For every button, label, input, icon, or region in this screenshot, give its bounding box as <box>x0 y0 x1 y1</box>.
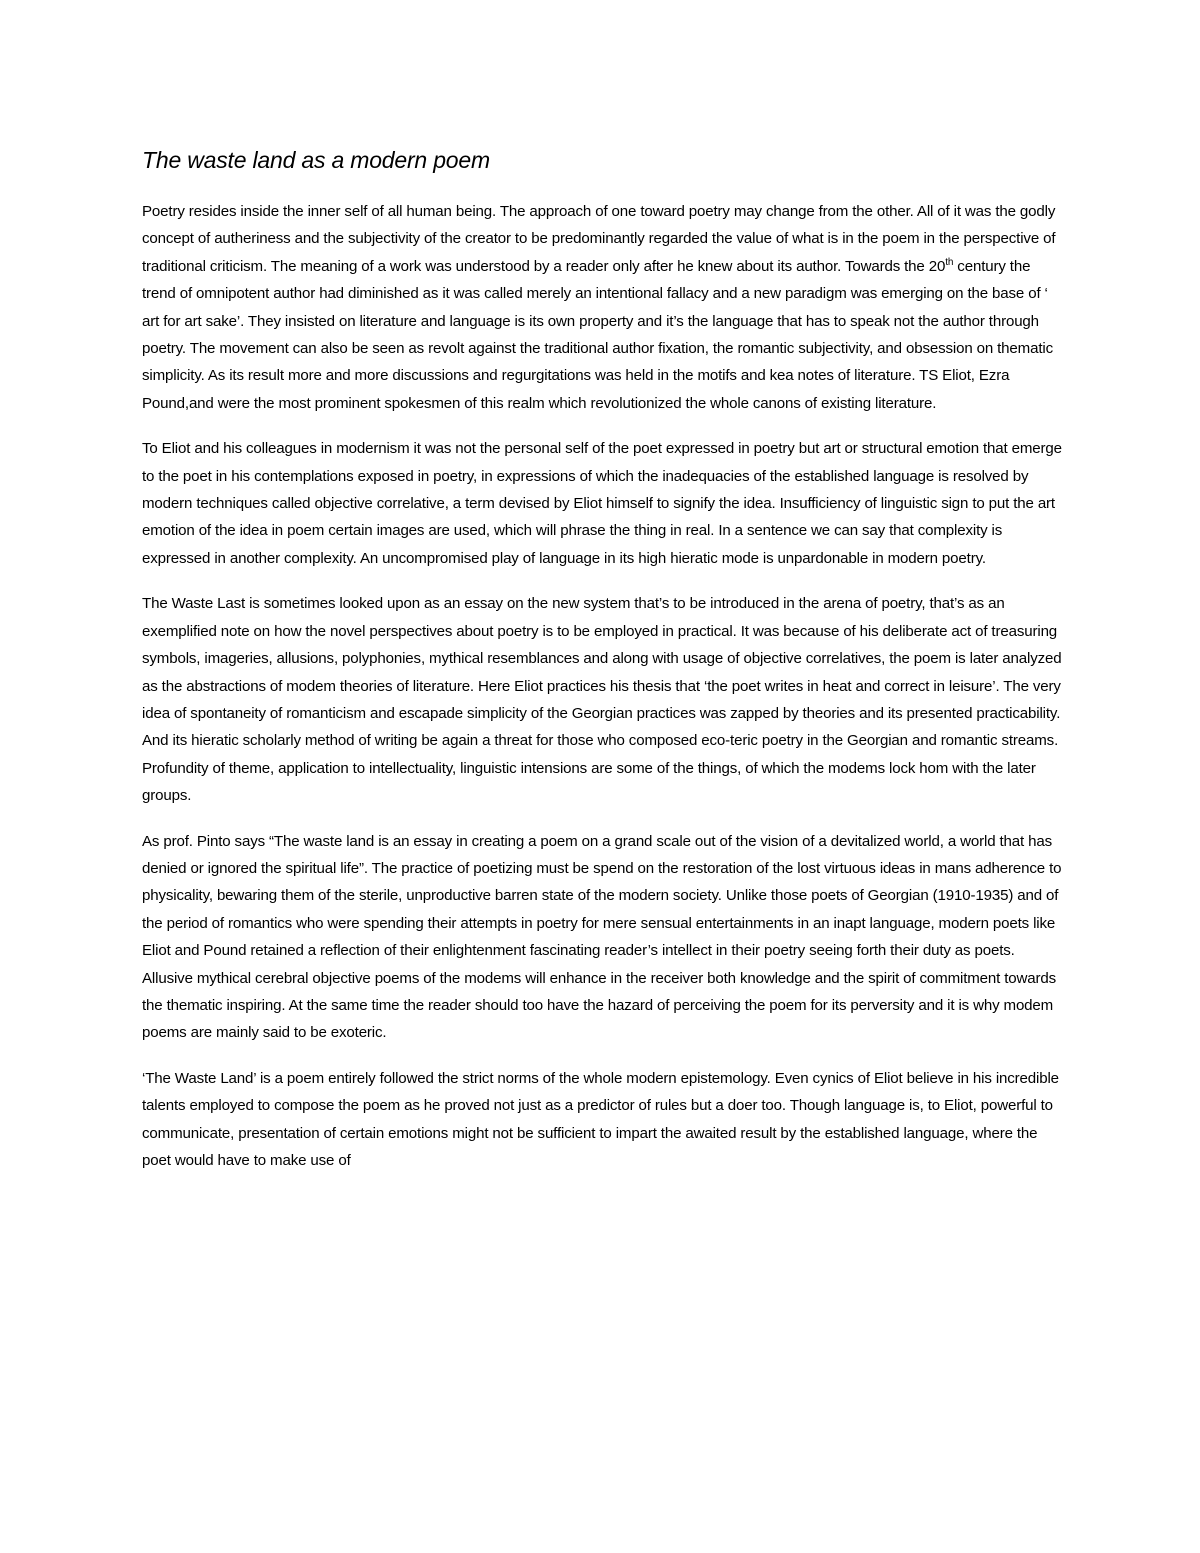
paragraph-text: century the trend of omnipotent author had diminished as it was called merely an intentional fallacy and a new paradigm was emerging on the base of ‘ art for art sake’. They insisted on literature and language is its own property and it’s the language that has to speak not the author through poetry. The movement can also be seen as revolt against the traditional author fixation, the romantic subjectivity, and obsession on thematic simplicity. As its result more and more discussions and regurgitations was held in the motifs and kea notes of literature. TS Eliot, Ezra Pound,and were the most prominent spokesmen of this realm which revolutionized the whole canons of existing literature. <box>142 257 1053 412</box>
paragraph: ‘The Waste Land’ is a poem entirely followed the strict norms of the whole modern epistemology. Even cynics of Eliot believe in his incredible talents employed to compose the poem as he proved not just as a predictor of rules but a doer too. Though language is, to Eliot, powerful to communicate, presentation of certain emotions might not be sufficient to impart the awaited result by the established language, where the poet would have to make use of <box>142 1069 1059 1169</box>
document-title: The waste land as a modern poem <box>142 147 490 173</box>
paragraph: As prof. Pinto says “The waste land is an essay in creating a poem on a grand scale out of the vision of a devitalized world, a world that has denied or ignored the spiritual life”. The practice of poetizing must be spend on the restoration of the lost virtuous ideas in mans adherence to physicality, bewaring them of the sterile, unproductive barren state of the modern society. Unlike those poets of Georgian (1910-1935) and of the period of romantics who were spending their attempts in poetry for mere sensual entertainments in an inapt language, modern poets like Eliot and Pound retained a reflection of their enlightenment fascinating reader’s intellect in their poetry seeing forth their duty as poets. Allusive mythical cerebral objective poems of the modems will enhance in the receiver both knowledge and the spirit of commitment towards the thematic inspiring. At the same time the reader should too have the hazard of perceiving the poem for its perversity and it is why modem poems are mainly said to be exoteric. <box>142 832 1062 1042</box>
paragraph: To Eliot and his colleagues in modernism it was not the personal self of the poet expressed in poetry but art or structural emotion that emerge to the poet in his contemplations exposed in poetry, in expressions of which the inadequacies of the established language is resolved by modern techniques called objective correlative, a term devised by Eliot himself to signify the idea. Insufficiency of linguistic sign to put the art emotion of the idea in poem certain images are used, which will phrase the thing in real. In a sentence we can say that complexity is expressed in another complexity. An uncompromised play of language in its high hieratic mode is unpardonable in modern poetry. <box>142 440 1062 567</box>
ordinal-superscript: th <box>945 256 954 268</box>
paragraph-text: Poetry resides inside the inner self of all human being. The approach of one toward poetry may change from the other. All of it was the godly concept of autheriness and the subjectivity of the creator to be predominantly regarded the value of what is in the poem in the perspective of traditional criticism. The meaning of a work was understood by a reader only after he knew about its author. Towards the 20 <box>142 203 1056 275</box>
paragraph <box>142 198 1062 417</box>
paragraph: The Waste Last is sometimes looked upon as an essay on the new system that’s to be introduced in the arena of poetry, that’s as an exemplified note on how the novel perspectives about poetry is to be employed in practical. It was because of his deliberate act of treasuring symbols, imageries, allusions, polyphonies, mythical resemblances and along with usage of objective correlatives, the poem is later analyzed as the abstractions of modem theories of literature. Here Eliot practices his thesis that ‘the poet writes in heat and correct in leisure’. The very idea of spontaneity of romanticism and escapade simplicity of the Georgian practices was zapped by theories and its presented practicability. And its hieratic scholarly method of writing be again a threat for those who composed eco-teric poetry in the Georgian and romantic streams. Profundity of theme, application to intellectuality, linguistic intensions are some of the things, of which the modems lock hom with the later groups. <box>142 595 1062 805</box>
document-body <box>142 144 1062 1192</box>
